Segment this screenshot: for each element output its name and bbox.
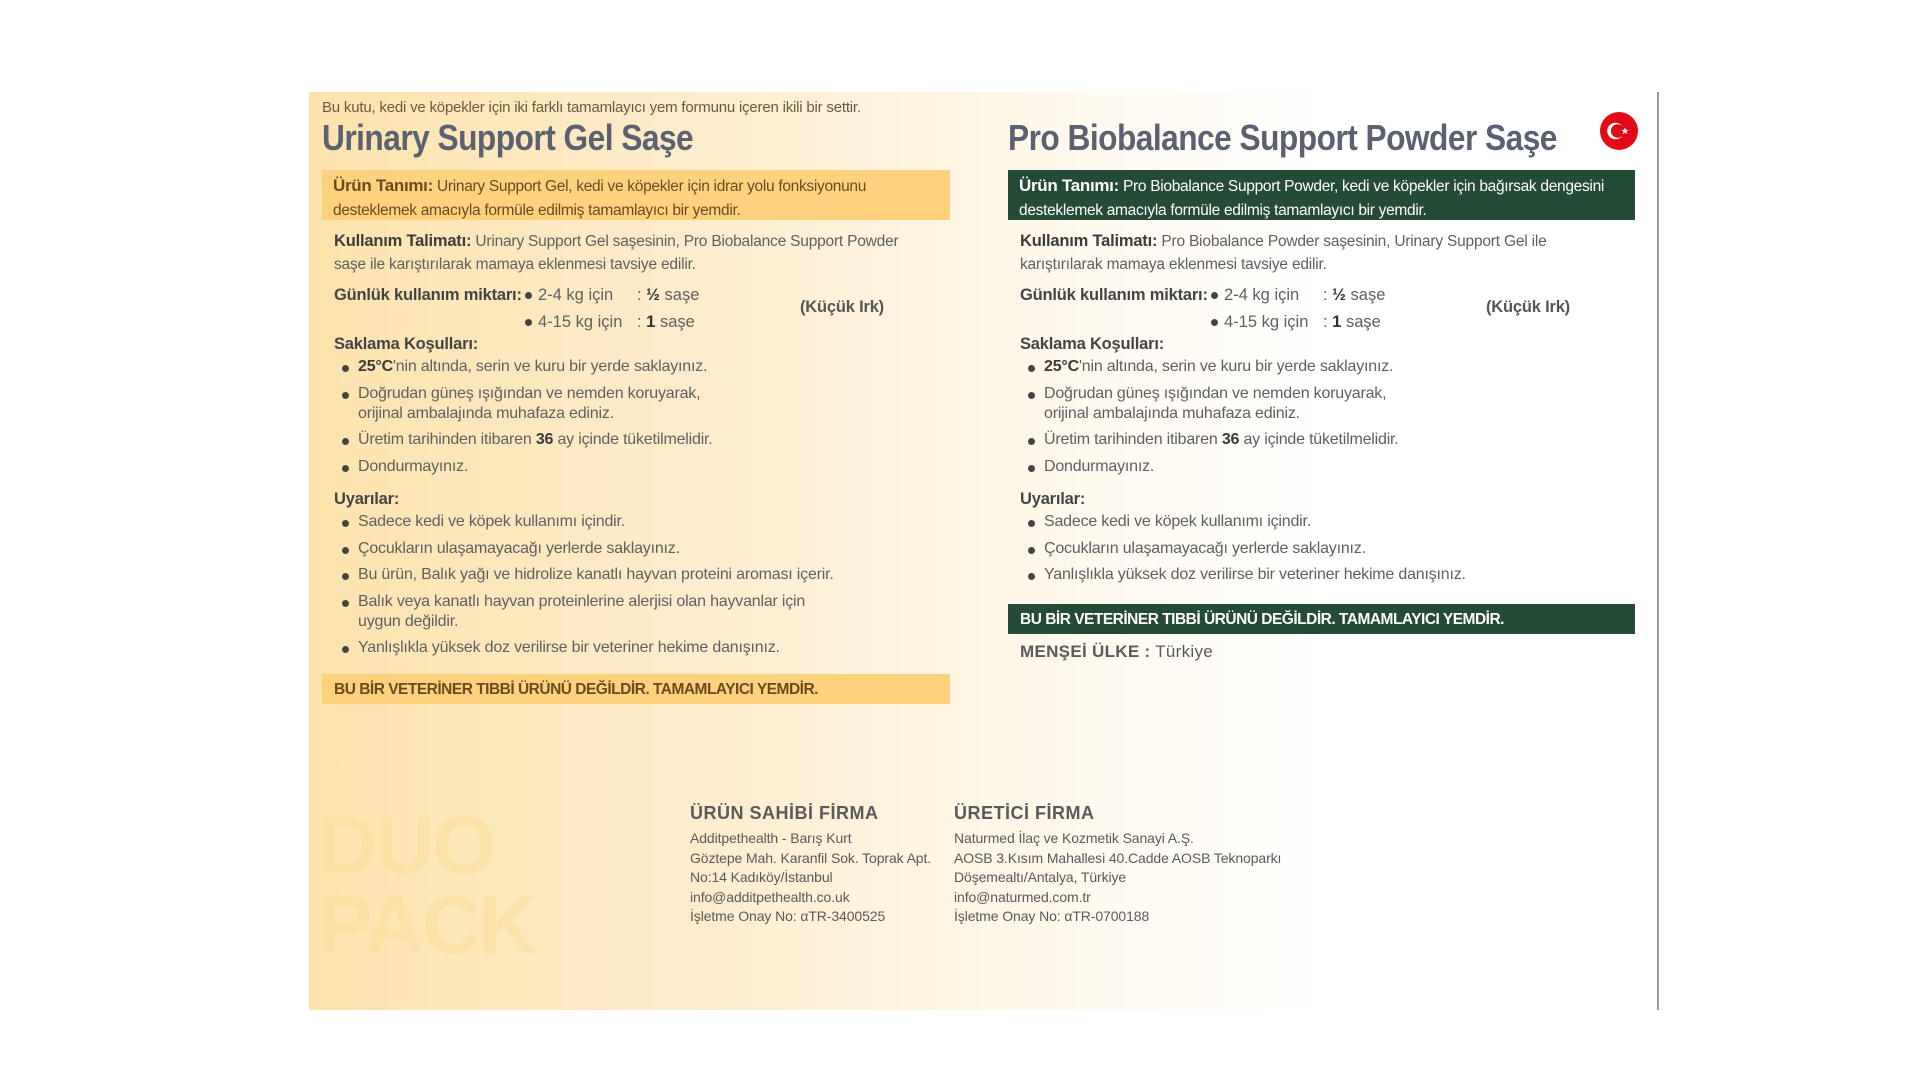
left-storage-b2-l1: Doğrudan güneş ışığından ve nemden koruyarak, bbox=[358, 384, 701, 402]
owner-company-block bbox=[690, 803, 931, 927]
left-usage-line2: saşe ile karıştırılarak mamaya eklenmesi tavsiye edilir. bbox=[334, 256, 696, 273]
left-storage-b2-l2: orijinal ambalajında muhafaza ediniz. bbox=[358, 404, 614, 422]
left-definition-line1: Urinary Support Gel, kedi ve köpekler için idrar yolu fonksiyonunu bbox=[437, 178, 867, 195]
left-storage-b3-post: ay içinde tüketilmelidir. bbox=[557, 431, 713, 448]
right-dose-row-2-num: 1 bbox=[1332, 313, 1342, 331]
left-warnings-list bbox=[340, 512, 834, 665]
right-storage-b2-l1: Doğrudan güneş ışığından ve nemden koruyarak, bbox=[1044, 384, 1387, 402]
owner-line-3: No:14 Kadıköy/İstanbul bbox=[690, 869, 833, 885]
right-storage-b3-pre: Üretim tarihinden itibaren bbox=[1044, 431, 1218, 448]
left-definition-label: Ürün Tanımı: bbox=[333, 176, 433, 195]
maker-line-2: AOSB 3.Kısım Mahallesi 40.Cadde AOSB Teknoparkı bbox=[954, 849, 1282, 866]
left-dose-row-2-unit: saşe bbox=[659, 313, 695, 331]
list-item: Dondurmayınız. bbox=[340, 457, 713, 477]
turkey-flag-icon bbox=[1600, 112, 1638, 150]
right-dose-row-2-unit: saşe bbox=[1345, 313, 1381, 331]
maker-line-4: info@naturmed.com.tr bbox=[954, 888, 1091, 905]
right-warnings-list bbox=[1026, 512, 1466, 592]
right-warnings-label: Uyarılar: bbox=[1020, 490, 1086, 508]
list-item: Çocukların ulaşamayacağı yerlerde saklayınız. bbox=[340, 539, 834, 559]
right-usage bbox=[1020, 230, 1547, 276]
list-item bbox=[1026, 430, 1399, 450]
edge-divider bbox=[1657, 92, 1659, 1010]
left-storage-b3-bold: 36 bbox=[535, 431, 554, 448]
left-notice-bar: BU BİR VETERİNER TIBBİ ÜRÜNÜ DEĞİLDİR. TAMAMLAYICI YEMDİR. bbox=[322, 674, 950, 704]
origin-line bbox=[1020, 642, 1213, 662]
left-product-title: Urinary Support Gel Saşe bbox=[322, 117, 694, 158]
bullet-icon bbox=[525, 319, 532, 326]
right-storage-list bbox=[1026, 357, 1399, 483]
owner-line-1: Additpethealth - Barış Kurt bbox=[690, 830, 852, 846]
right-storage-b3-post: ay içinde tüketilmelidir. bbox=[1243, 431, 1399, 448]
right-dose-row-2-weight: 4-15 kg için bbox=[1224, 313, 1309, 331]
intro-text: Bu kutu, kedi ve köpekler için iki farklı tamamlayıcı yem formunu içeren ikili bir settir. bbox=[322, 99, 861, 116]
right-dose-row-2 bbox=[1211, 313, 1308, 332]
owner-line-4: info@additpethealth.co.uk bbox=[690, 888, 850, 905]
right-usage-line1: Pro Biobalance Powder saşesinin, Urinary Support Gel ile bbox=[1161, 233, 1547, 250]
bullet-icon bbox=[1211, 292, 1218, 299]
left-definition-box bbox=[322, 170, 950, 220]
left-usage-label: Kullanım Talimatı: bbox=[334, 232, 472, 250]
left-dose-row-2 bbox=[525, 313, 622, 332]
right-definition-label: Ürün Tanımı: bbox=[1019, 176, 1119, 195]
list-item bbox=[1026, 357, 1399, 377]
list-item: Yanlışlıkla yüksek doz verilirse bir veteriner hekime danışınız. bbox=[1026, 565, 1466, 585]
right-dose-row-1-num: ½ bbox=[1332, 286, 1346, 304]
maker-line-5: İşletme Onay No: αTR-0700188 bbox=[954, 908, 1150, 924]
maker-heading: ÜRETİCİ FİRMA bbox=[954, 803, 1095, 823]
right-storage-b3-bold: 36 bbox=[1221, 431, 1240, 448]
left-dose-row-1-amount: : ½ saşe bbox=[637, 286, 700, 304]
origin-value: Türkiye bbox=[1155, 642, 1214, 661]
list-item bbox=[340, 430, 713, 450]
right-definition-box bbox=[1008, 170, 1635, 220]
owner-line-2: Göztepe Mah. Karanfil Sok. Toprak Apt. bbox=[690, 849, 932, 866]
left-breed-note: (Küçük Irk) bbox=[800, 298, 884, 316]
left-dose-row-1-weight: 2-4 kg için bbox=[538, 286, 614, 304]
right-usage-line2: karıştırılarak mamaya eklenmesi tavsiye edilir. bbox=[1020, 256, 1327, 273]
right-definition-line1: Pro Biobalance Support Powder, kedi ve köpekler için bağırsak dengesini bbox=[1123, 178, 1605, 195]
right-storage-label: Saklama Koşulları: bbox=[1020, 335, 1165, 353]
right-storage-b1-text: 'nin altında, serin ve kuru bir yerde saklayınız. bbox=[1078, 358, 1394, 375]
maker-line-1: Naturmed İlaç ve Kozmetik Sanayi A.Ş. bbox=[954, 830, 1194, 846]
right-dose-row-2-amount: : 1 saşe bbox=[1323, 313, 1381, 331]
left-storage-b1-text: 'nin altında, serin ve kuru bir yerde saklayınız. bbox=[392, 358, 708, 375]
watermark-line-2: PACK bbox=[318, 880, 537, 971]
duo-pack-watermark bbox=[318, 800, 537, 971]
list-item: Sadece kedi ve köpek kullanımı içindir. bbox=[340, 512, 834, 532]
left-warning-4-l1: Balık veya kanatlı hayvan proteinlerine alerjisi olan hayvanlar için bbox=[358, 592, 806, 610]
right-daily-label: Günlük kullanım miktarı: bbox=[1020, 286, 1208, 304]
left-warnings-label: Uyarılar: bbox=[334, 490, 400, 508]
list-item bbox=[340, 592, 834, 632]
left-dose-row-1-num: ½ bbox=[646, 286, 660, 304]
right-storage-temp: 25°C bbox=[1044, 358, 1079, 375]
left-storage-temp: 25°C bbox=[358, 358, 393, 375]
origin-label: MENŞEİ ÜLKE : bbox=[1020, 642, 1151, 661]
left-dose-row-2-amount: : 1 saşe bbox=[637, 313, 695, 331]
bullet-icon bbox=[525, 292, 532, 299]
right-dose-row-1 bbox=[1211, 286, 1299, 305]
watermark-line-1: DUO bbox=[318, 800, 495, 891]
right-storage-b2-l2: orijinal ambalajında muhafaza ediniz. bbox=[1044, 404, 1300, 422]
list-item: Çocukların ulaşamayacağı yerlerde saklayınız. bbox=[1026, 539, 1466, 559]
left-usage-line1: Urinary Support Gel saşesinin, Pro Biobalance Support Powder bbox=[475, 233, 899, 250]
left-warning-4-l2: uygun değildir. bbox=[358, 612, 459, 630]
left-dose-row-1 bbox=[525, 286, 613, 305]
right-dose-row-1-weight: 2-4 kg için bbox=[1224, 286, 1300, 304]
list-item: Dondurmayınız. bbox=[1026, 457, 1399, 477]
left-storage-b3-pre: Üretim tarihinden itibaren bbox=[358, 431, 532, 448]
maker-company-block bbox=[954, 803, 1281, 927]
maker-line-3: Döşemealtı/Antalya, Türkiye bbox=[954, 869, 1127, 885]
right-product-title: Pro Biobalance Support Powder Saşe bbox=[1008, 117, 1557, 158]
right-breed-note: (Küçük Irk) bbox=[1486, 298, 1570, 316]
list-item: Yanlışlıkla yüksek doz verilirse bir veteriner hekime danışınız. bbox=[340, 638, 834, 658]
list-item bbox=[1026, 384, 1399, 424]
left-definition-line2: desteklemek amacıyla formüle edilmiş tamamlayıcı bir yemdir. bbox=[333, 202, 741, 219]
right-notice-bar: BU BİR VETERİNER TIBBİ ÜRÜNÜ DEĞİLDİR. TAMAMLAYICI YEMDİR. bbox=[1008, 604, 1635, 634]
list-item bbox=[340, 384, 713, 424]
left-storage-list bbox=[340, 357, 713, 483]
left-usage bbox=[334, 230, 898, 276]
list-item: Sadece kedi ve köpek kullanımı içindir. bbox=[1026, 512, 1466, 532]
right-usage-label: Kullanım Talimatı: bbox=[1020, 232, 1158, 250]
bullet-icon bbox=[1211, 319, 1218, 326]
left-daily-label: Günlük kullanım miktarı: bbox=[334, 286, 522, 304]
right-definition-line2: desteklemek amacıyla formüle edilmiş tamamlayıcı bir yemdir. bbox=[1019, 202, 1427, 219]
left-dose-row-1-unit: saşe bbox=[664, 286, 700, 304]
owner-heading: ÜRÜN SAHİBİ FİRMA bbox=[690, 803, 879, 823]
list-item bbox=[340, 357, 713, 377]
right-dose-row-1-unit: saşe bbox=[1350, 286, 1386, 304]
list-item: Bu ürün, Balık yağı ve hidrolize kanatlı hayvan proteini aroması içerir. bbox=[340, 565, 834, 585]
left-dose-row-2-weight: 4-15 kg için bbox=[538, 313, 623, 331]
owner-line-5: İşletme Onay No: αTR-3400525 bbox=[690, 908, 886, 924]
right-dose-row-1-amount: : ½ saşe bbox=[1323, 286, 1386, 304]
left-dose-row-2-num: 1 bbox=[646, 313, 656, 331]
left-storage-label: Saklama Koşulları: bbox=[334, 335, 479, 353]
